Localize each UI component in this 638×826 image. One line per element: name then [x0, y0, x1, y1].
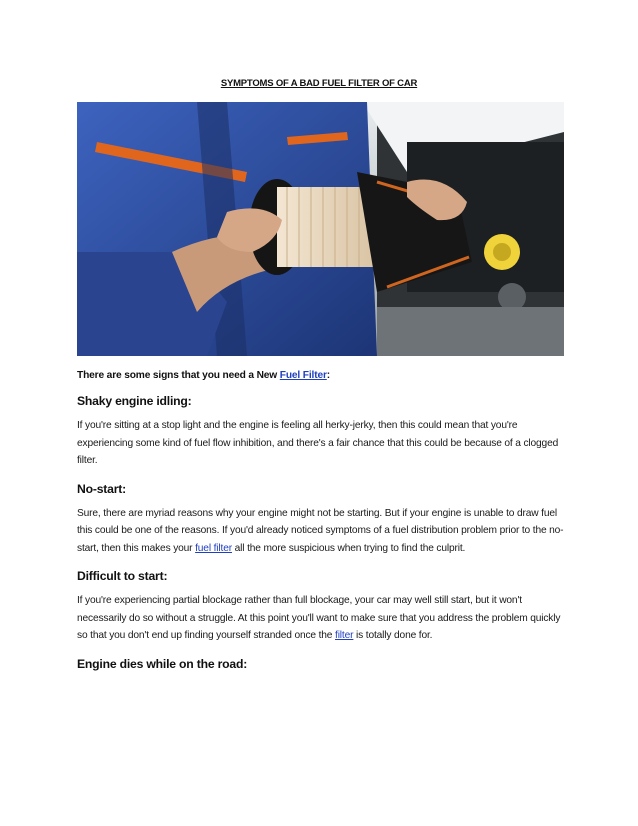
intro-line [77, 368, 567, 384]
intro-text: There are some signs that you need a New [77, 370, 280, 381]
heading-shaky-engine: Shaky engine idling: [77, 394, 192, 408]
page-title: SYMPTOMS OF A BAD FUEL FILTER OF CAR [220, 78, 418, 89]
difficult-text: If you're experiencing partial blockage rather than full blockage, your car may well still start, but it won't necessarily do so without a struggle. At this point you'll want to make sure that you address the problem quickly so that you don't end up finding yourself stranded once the [77, 595, 561, 641]
fuel-filter-photo [77, 102, 564, 356]
heading-engine-dies: Engine dies while on the road: [77, 656, 248, 671]
intro-colon: : [326, 370, 331, 381]
fuel-filter-inline-link[interactable]: fuel filter [195, 542, 232, 554]
paragraph-difficult-to-start [77, 592, 567, 645]
heading-no-start: No-start: [77, 481, 126, 496]
difficult-text-end: is totally done for. [353, 630, 433, 641]
no-start-text: Sure, there are myriad reasons why your engine might not be starting. But if your engine is unable to draw fuel this could be one of the reasons. If you'd already noticed symptoms of a fuel distribution problem prior to the no-start, then this makes your [77, 507, 564, 554]
no-start-text-end: all the more suspicious when trying to find the culprit. [231, 542, 466, 554]
fuel-filter-link[interactable]: Fuel Filter [279, 370, 327, 381]
filter-inline-link[interactable]: filter [335, 630, 354, 641]
heading-difficult-to-start: Difficult to start: [77, 569, 168, 583]
paragraph-shaky-engine: If you're sitting at a stop light and the engine is feeling all herky-jerky, then this could mean that you're experiencing some kind of fuel flow inhibition, and there's a fair chance that this could be because of a clogged filter. [77, 420, 559, 466]
paragraph-no-start [77, 505, 567, 558]
